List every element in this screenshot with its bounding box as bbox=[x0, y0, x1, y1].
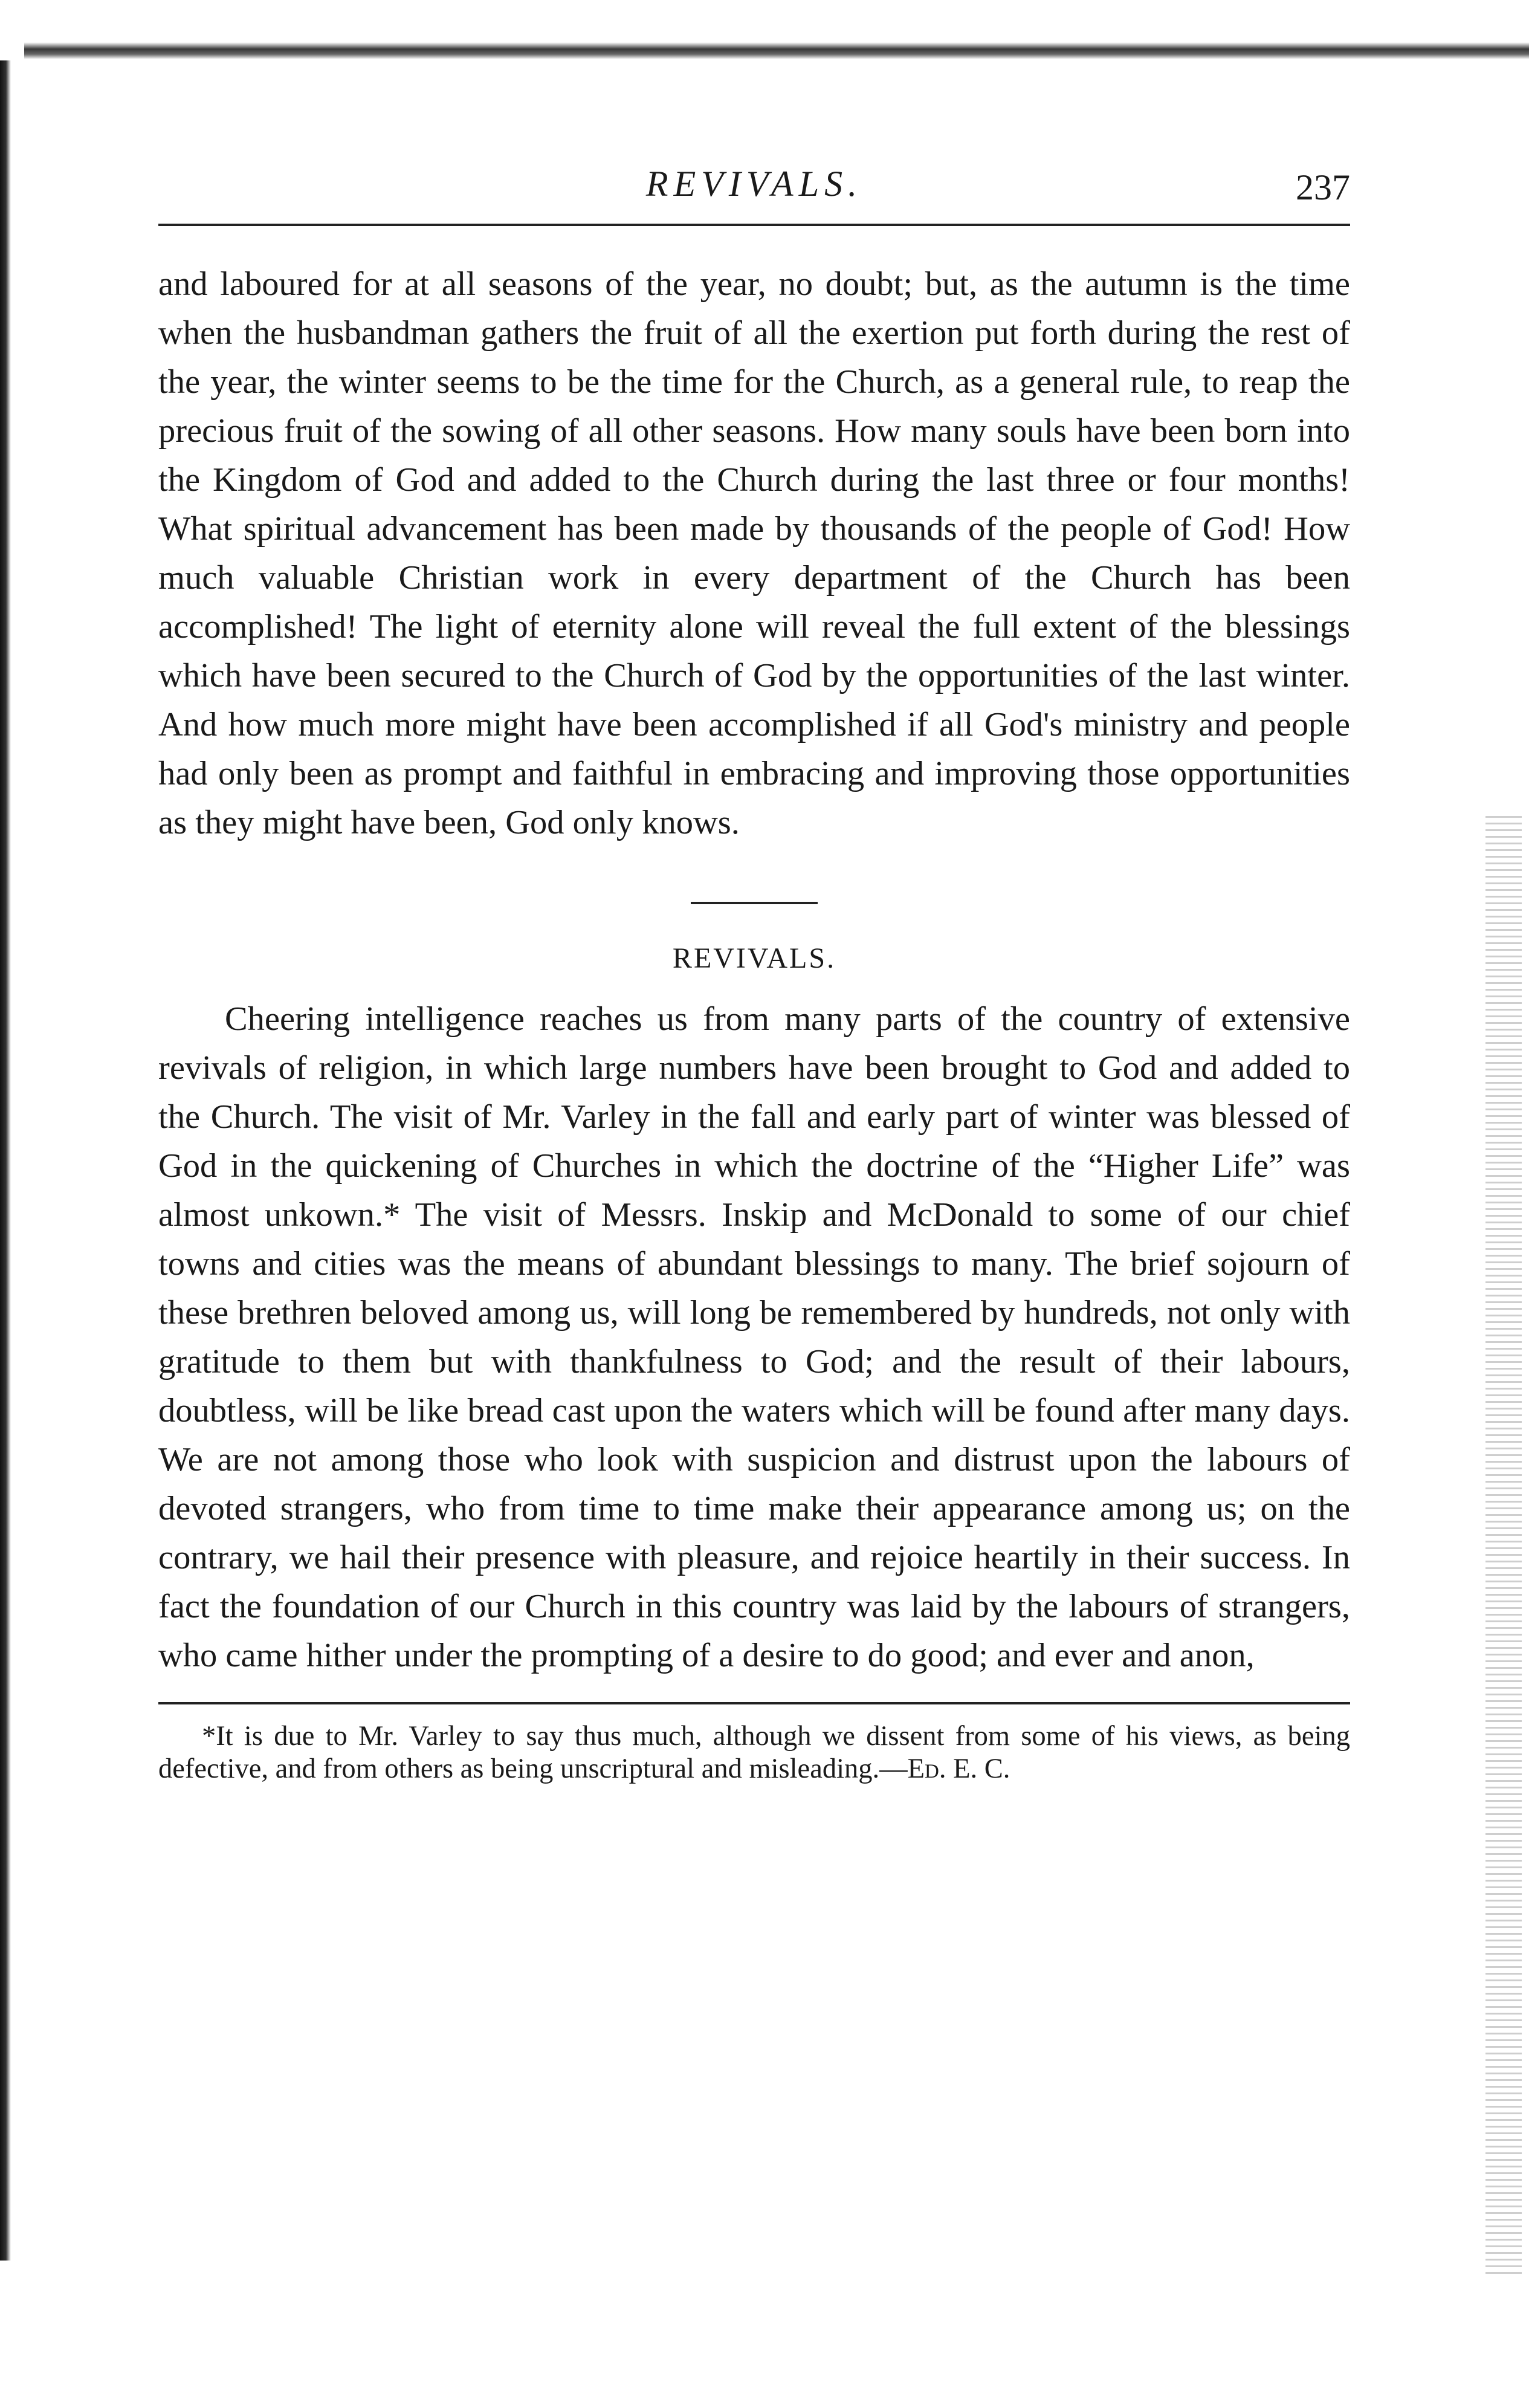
scan-right-edge-noise bbox=[1485, 816, 1522, 2279]
scan-top-edge bbox=[24, 42, 1529, 59]
book-page bbox=[158, 151, 1350, 1814]
running-title: REVIVALS. bbox=[645, 164, 863, 204]
header-rule bbox=[158, 224, 1350, 226]
footnote-rule bbox=[158, 1702, 1350, 1704]
section-paragraph: Cheering intelligence reaches us from many parts of the country of extensive revivals of religion, in which large numbers have been brought to God and added to the Church. The visit of Mr. Varley in the fall and early part of winter was blessed of God in the quickening of Churches in which the doctrine of the “Higher Life” was almost unkown.* The visit of Messrs. Inskip and McDonald to some of our chief towns and cities was the means of abundant blessings to many. The brief sojourn of these brethren beloved among us, will long be remembered by hundreds, not only with gratitude to them but with thankfulness to God; and the result of their labours, doubtless, will be like bread cast upon the waters which will be found after many days. We are not among those who look with suspicion and distrust upon the labours of devoted strangers, who from time to time make their appearance among us; on the contrary, we hail their presence with pleasure, and rejoice heartily in their success. In fact the foundation of our Church in this country was laid by the labours of strangers, who came hither under the prompting of a desire to do good; and ever and anon, bbox=[158, 1000, 1350, 1674]
scan-binding-shadow bbox=[0, 60, 11, 2261]
section-heading: REVIVALS. bbox=[672, 942, 836, 974]
footnote-text: *It is due to Mr. Varley to say thus much, although we dissent from some of his views, as being defective, and from others as being unscriptural and misleading.— bbox=[158, 1721, 1350, 1784]
page-number: 237 bbox=[1296, 167, 1350, 207]
running-head bbox=[158, 151, 1350, 224]
footnote-signature: Ed. E. C. bbox=[907, 1753, 1010, 1784]
section-divider bbox=[691, 902, 818, 904]
paragraph-continuation: and laboured for at all seasons of the year, no doubt; but, as the autumn is the time when the husbandman gathers the fruit of all the exertion put forth during the rest of the year, the winter seems to be the time for the Church, as a general rule, to reap the precious fruit of the sowing of all other seasons. How many souls have been born into the Kingdom of God and added to the Church during the last three or four months! What spiritual advancement has been made by thousands of the people of God! How much valuable Christian work in every department of the Church has been accomplished! The light of eternity alone will reveal the full extent of the blessings which have been secured to the Church of God by the opportunities of the last winter. And how much more might have been accomplished if all God's ministry and people had only been as prompt and faithful in embracing and improving those opportunities as they might have been, God only knows. bbox=[158, 265, 1350, 841]
footnote bbox=[158, 1720, 1350, 1785]
